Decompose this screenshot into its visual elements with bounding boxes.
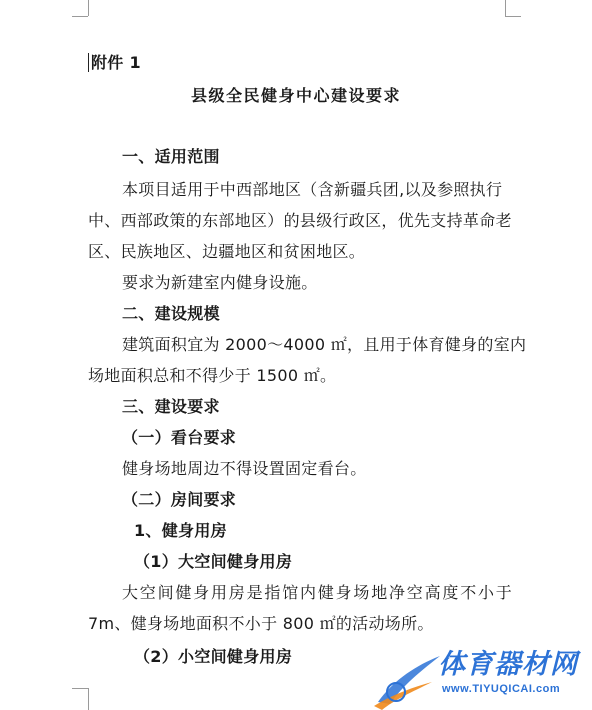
subsection-heading: （2）小空间健身用房	[134, 647, 293, 666]
watermark-url: www.TIYUQICAI.com	[442, 683, 561, 695]
body-line: 要求为新建室内健身设施。	[122, 273, 318, 292]
crop-mark-top-right-h	[505, 16, 521, 17]
text-cursor	[88, 53, 89, 72]
subsection-heading: （1）大空间健身用房	[134, 552, 293, 571]
crop-mark-top-left-h	[72, 16, 88, 17]
crop-mark-bottom-left-h	[72, 688, 88, 689]
body-line: 大空间健身用房是指馆内健身场地净空高度不小于	[122, 583, 514, 602]
crop-mark-top-right-v	[505, 0, 506, 16]
crop-mark-top-left-v	[88, 0, 89, 16]
watermark-name: 体育器材网	[438, 649, 578, 680]
body-line: 中、西部政策的东部地区）的县级行政区，优先支持革命老	[88, 211, 512, 230]
body-line: 7m、健身场地面积不小于 800 ㎡的活动场所。	[88, 614, 434, 633]
subsection-heading: （二）房间要求	[122, 490, 237, 509]
crop-mark-bottom-left-v	[88, 688, 89, 710]
subsection-heading: （一）看台要求	[122, 428, 237, 447]
section-heading: 三、建设要求	[122, 397, 220, 416]
body-line: 区、民族地区、边疆地区和贫困地区。	[88, 242, 366, 261]
attachment-label: 附件 1	[91, 53, 141, 72]
body-line: 场地面积总和不得少于 1500 ㎡。	[88, 366, 337, 385]
body-line: 建筑面积宜为 2000～4000 ㎡，且用于体育健身的室内	[122, 335, 527, 354]
body-line: 健身场地周边不得设置固定看台。	[122, 459, 367, 478]
section-heading: 一、适用范围	[122, 147, 220, 166]
body-line: 本项目适用于中西部地区（含新疆兵团,以及参照执行	[122, 180, 503, 199]
site-watermark	[372, 644, 588, 710]
document-title: 县级全民健身中心建设要求	[191, 86, 402, 105]
subsection-heading: 1、健身用房	[134, 521, 227, 540]
section-heading: 二、建设规模	[122, 304, 220, 323]
swoosh-logo-icon	[372, 652, 444, 710]
